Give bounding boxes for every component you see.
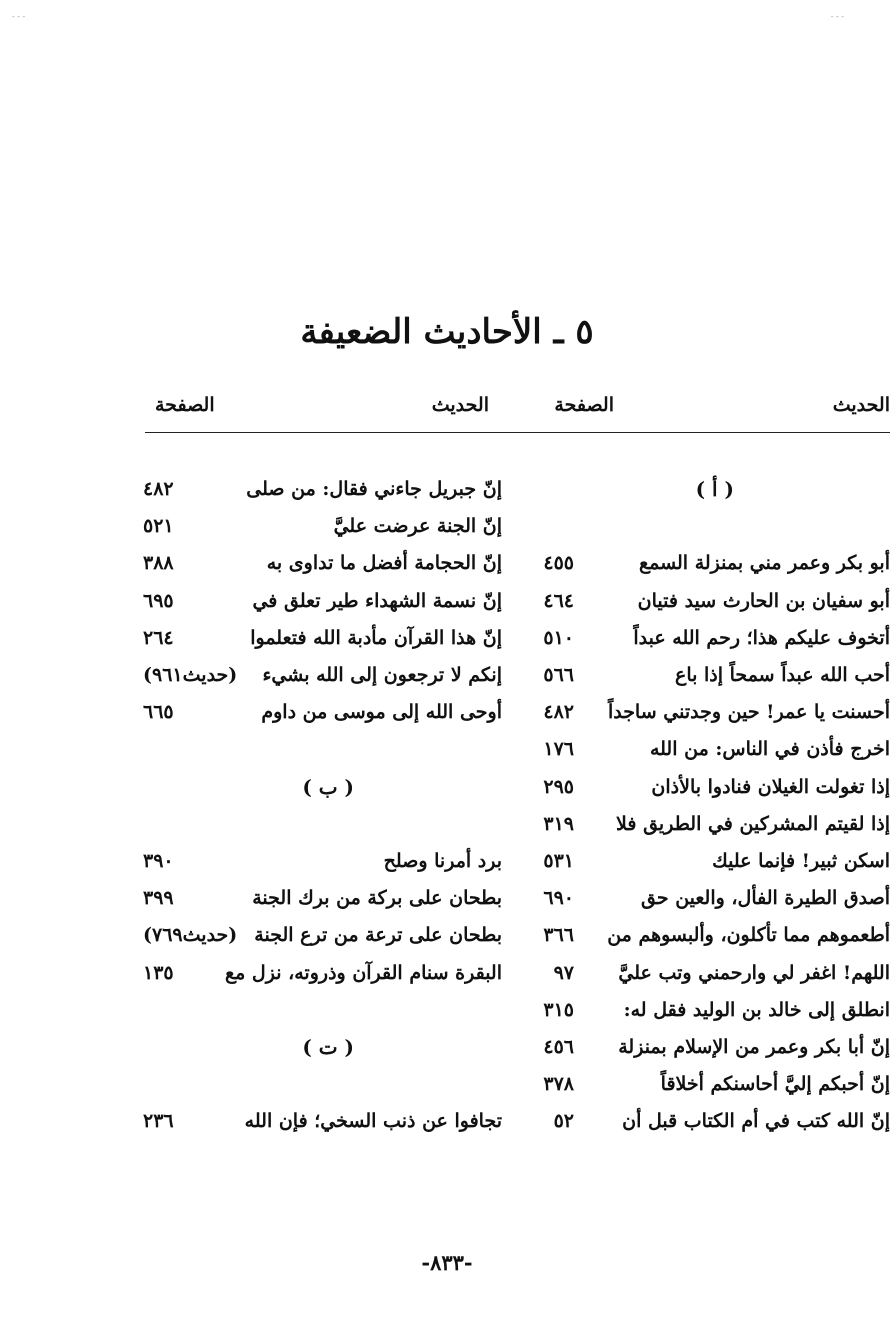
- right-entry-page: ٣٧٨: [543, 1073, 574, 1096]
- right-entry-page: ٢٩٥: [543, 775, 574, 798]
- right-entry-text: أتخوف عليكم هذا؛ رحم الله عبداً: [633, 626, 890, 649]
- left-entry-page: ٦٦٥: [143, 701, 174, 724]
- left-entry-page: ٣٩٠: [143, 850, 174, 872]
- left-entry-text: إنّ الجنة عرضت عليَّ: [333, 515, 502, 538]
- right-entry-page: ٥٦٦: [543, 664, 574, 686]
- right-entry-text: أصدق الطيرة الفأل، والعين حق: [640, 887, 890, 910]
- right-entry-text: إنّ الله كتب في أم الكتاب قبل أن: [622, 1110, 890, 1133]
- page-number: -٨٣٣-: [421, 1250, 473, 1275]
- left-entry-page: (حديث٧٦٩): [143, 924, 238, 947]
- left-entry-text: إنّ الحجامة أفضل ما تداوى به: [266, 552, 502, 575]
- left-entry-text: تجافوا عن ذنب السخي؛ فإن الله: [244, 1110, 502, 1133]
- right-entry-page: ٥١٠: [543, 626, 574, 649]
- right-entry-page: ٤٥٥: [543, 552, 574, 575]
- left-entry-page: ١٣٥: [143, 961, 174, 984]
- left-entry-page: ٢٣٦: [143, 1110, 174, 1133]
- right-entry-text: إنّ أبا بكر وعمر من الإسلام بمنزلة: [618, 1036, 890, 1058]
- right-entry-page: ٦٩٠: [543, 887, 574, 910]
- header-rule: [145, 432, 890, 433]
- right-entry-page: ١٧٦: [543, 738, 574, 761]
- header-right-page: الصفحة: [554, 394, 614, 416]
- right-entry-page: ٣١٩: [543, 812, 574, 835]
- right-entry-page: ٥٢: [553, 1110, 574, 1133]
- left-entry-text: برد أمرنا وصلح: [383, 850, 502, 872]
- right-entry-text: إنّ أحبكم إليَّ أحاسنكم أخلاقاً: [660, 1073, 890, 1096]
- corner-mark-left: - - -: [12, 12, 26, 21]
- page-title: ٥ ـ الأحاديث الضعيفة: [300, 312, 594, 352]
- left-entry-text: إنّ هذا القرآن مأدبة الله فتعلموا: [250, 626, 502, 649]
- left-entry-text: إنّ جبريل جاءني فقال: من صلى: [246, 478, 502, 500]
- header-left-page: الصفحة: [155, 394, 215, 416]
- left-entry-page: ٥٢١: [143, 515, 174, 538]
- right-entry-text: إذا لقيتم المشركين في الطريق فلا: [616, 812, 890, 835]
- right-entry-page: ٣١٥: [543, 998, 574, 1021]
- right-entry-page: ٤٨٢: [543, 701, 574, 724]
- header-left-text: الحديث: [431, 394, 489, 416]
- left-section-heading: ( ب ): [302, 774, 354, 799]
- right-entry-page: ٣٦٦: [543, 924, 574, 947]
- corner-mark-right: - - -: [830, 12, 844, 21]
- left-entry-page: (حديث٩٦١): [143, 664, 238, 686]
- left-entry-page: ٢٦٤: [143, 626, 174, 649]
- right-entry-text: أبو سفيان بن الحارث سيد فتيان: [637, 589, 890, 612]
- right-entry-text: إذا تغولت الغيلان فنادوا بالأذان: [651, 775, 890, 798]
- left-entry-text: إنّ نسمة الشهداء طير تعلق في: [252, 589, 502, 612]
- left-entry-text: بطحان على ترعة من ترع الجنة: [254, 924, 502, 947]
- right-entry-text: أحب الله عبداً سمحاً إذا باع: [674, 664, 890, 686]
- right-entry-page: ٤٦٤: [543, 589, 574, 612]
- header-right-text: الحديث: [832, 394, 890, 416]
- right-entry-text: أحسنت يا عمر! حين وجدتني ساجداً: [607, 701, 890, 724]
- right-section-heading: ( أ ): [695, 477, 734, 501]
- left-entry-text: بطحان على بركة من برك الجنة: [252, 887, 502, 910]
- left-section-heading: ( ت ): [302, 1035, 354, 1059]
- left-entry-page: ٦٩٥: [143, 589, 174, 612]
- left-entry-text: إنكم لا ترجعون إلى الله بشيء: [262, 664, 502, 686]
- right-entry-page: ٤٥٦: [543, 1036, 574, 1058]
- right-entry-text: اللهم! اغفر لي وارحمني وتب عليَّ: [618, 961, 890, 984]
- right-entry-page: ٩٧: [553, 961, 574, 984]
- right-entry-text: اخرج فأذن في الناس: من الله: [649, 738, 890, 761]
- left-entry-page: ٣٩٩: [143, 887, 174, 910]
- left-entry-page: ٣٨٨: [143, 552, 174, 575]
- left-entry-text: أوحى الله إلى موسى من داوم: [261, 701, 502, 724]
- right-entry-text: أطعموهم مما تأكلون، وألبسوهم من: [607, 924, 890, 947]
- right-entry-page: ٥٣١: [543, 850, 574, 872]
- right-entry-text: انطلق إلى خالد بن الوليد فقل له:: [623, 998, 890, 1021]
- right-entry-text: أبو بكر وعمر مني بمنزلة السمع: [638, 552, 890, 575]
- right-entry-text: اسكن ثبير! فإنما عليك: [712, 850, 890, 872]
- left-entry-text: البقرة سنام القرآن وذروته، نزل مع: [225, 961, 502, 984]
- left-entry-page: ٤٨٢: [143, 478, 174, 500]
